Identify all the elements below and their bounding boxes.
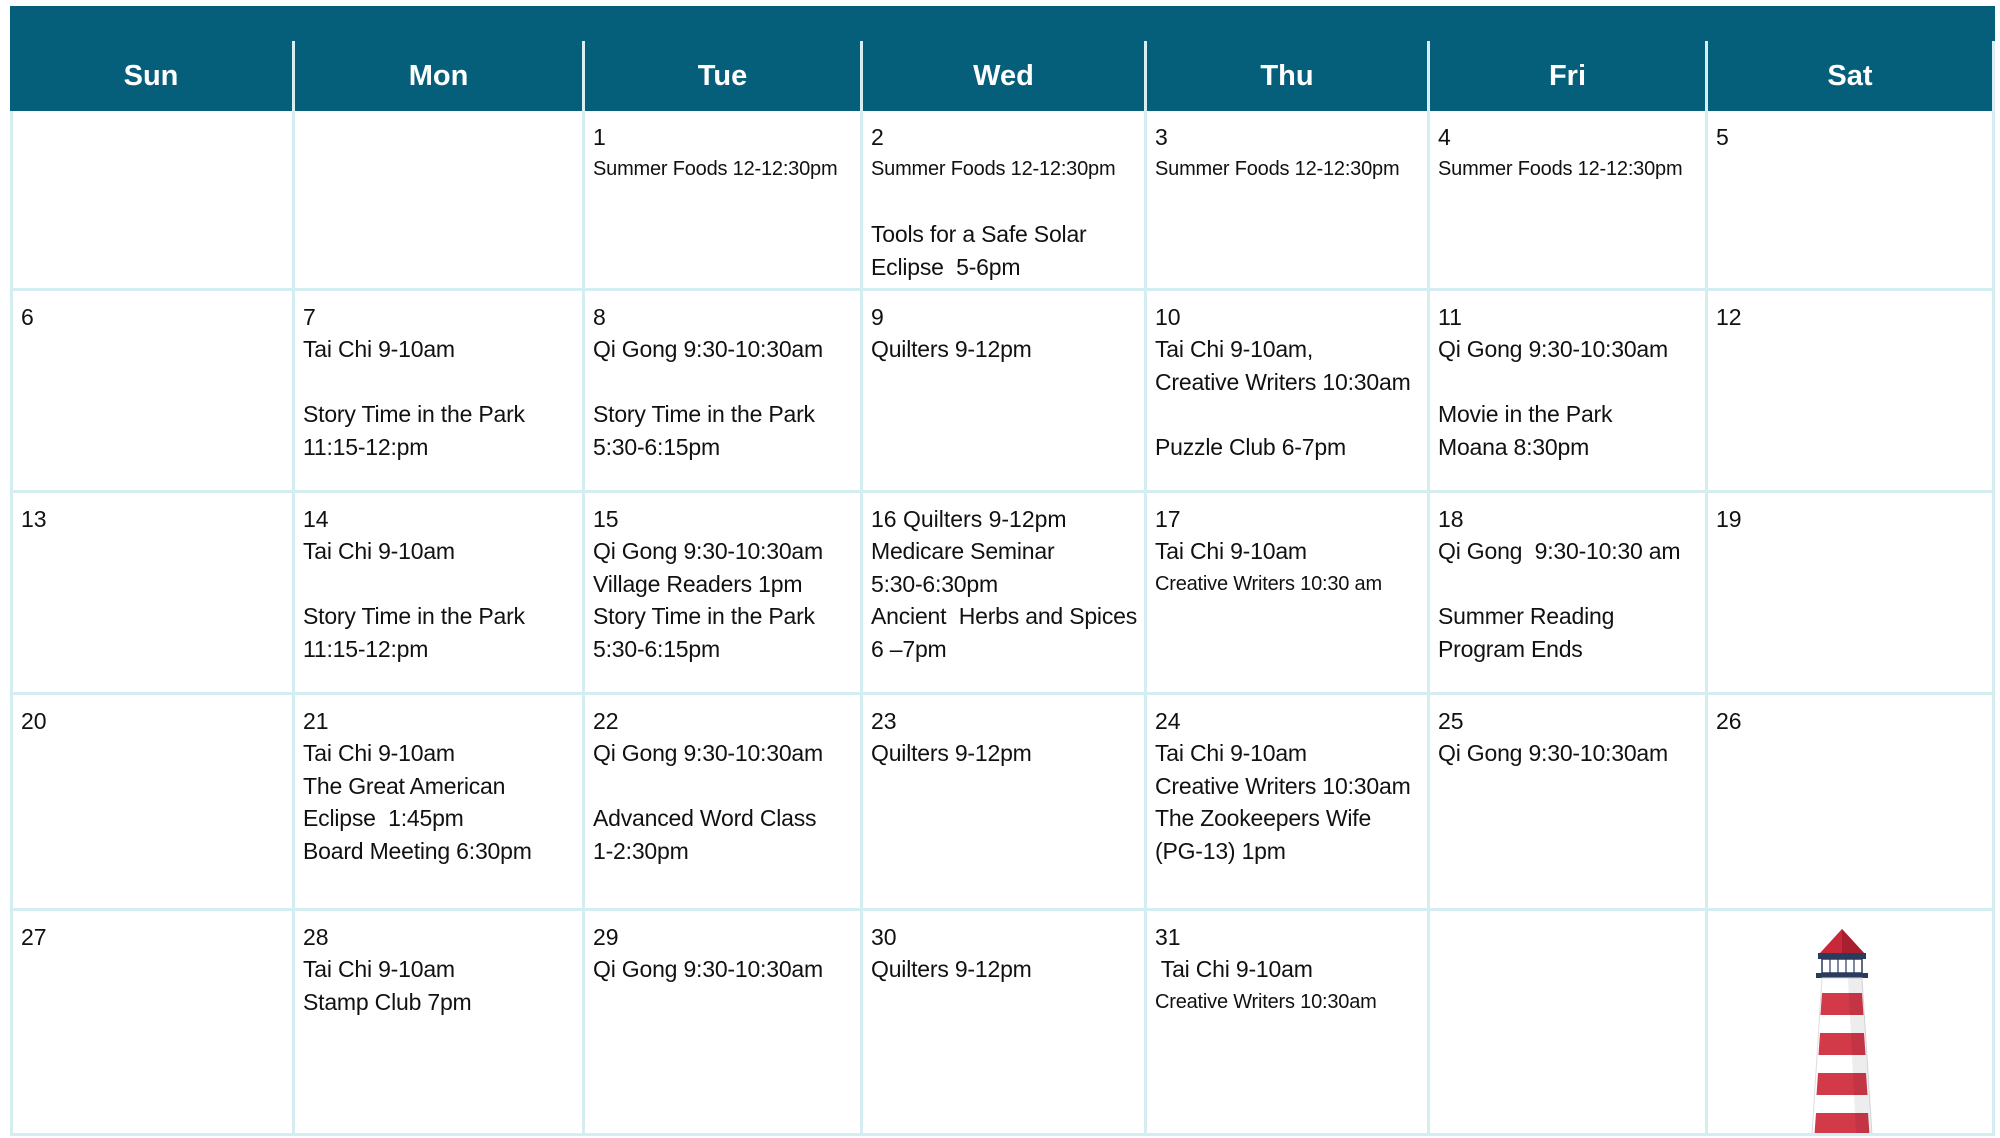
event-spacer bbox=[1438, 568, 1697, 601]
day-number bbox=[21, 121, 284, 153]
day-cell[interactable] bbox=[1147, 291, 1430, 493]
day-number bbox=[303, 121, 574, 153]
day-number: 16 Quilters 9-12pm bbox=[871, 506, 1067, 532]
event-entry[interactable]: Summer Reading bbox=[1438, 603, 1615, 629]
event-spacer bbox=[303, 568, 574, 601]
day-cell[interactable] bbox=[295, 695, 585, 911]
event-entry[interactable]: Program Ends bbox=[1438, 635, 1583, 662]
day-number: 6 bbox=[21, 304, 34, 330]
event-entry[interactable]: Story Time in the Park bbox=[593, 401, 815, 427]
day-number: 11 bbox=[1438, 304, 1462, 330]
day-cell[interactable] bbox=[1708, 111, 1995, 291]
event-entry[interactable]: Qi Gong 9:30-10:30am bbox=[593, 336, 823, 362]
event-entry[interactable]: Qi Gong 9:30-10:30am bbox=[593, 538, 823, 564]
day-cell[interactable] bbox=[585, 911, 863, 1136]
day-cell[interactable] bbox=[1708, 695, 1995, 911]
event-entry[interactable]: (PG-13) 1pm bbox=[1155, 837, 1286, 864]
day-cell[interactable] bbox=[1430, 911, 1708, 1136]
day-cell[interactable] bbox=[863, 493, 1147, 695]
day-cell[interactable] bbox=[863, 695, 1147, 911]
event-entry[interactable]: Qi Gong 9:30-10:30am bbox=[1438, 336, 1668, 362]
day-number: 9 bbox=[871, 304, 884, 330]
event-entry[interactable]: Board Meeting 6:30pm bbox=[303, 837, 532, 864]
day-number: 7 bbox=[303, 304, 316, 330]
day-number: 17 bbox=[1155, 506, 1181, 532]
event-entry[interactable]: Story Time in the Park bbox=[593, 603, 815, 629]
day-cell[interactable] bbox=[585, 111, 863, 291]
day-cell[interactable] bbox=[585, 291, 863, 493]
event-entry[interactable]: Qi Gong 9:30-10:30 am bbox=[1438, 538, 1681, 564]
day-cell[interactable] bbox=[295, 493, 585, 695]
day-number: 29 bbox=[593, 924, 619, 950]
day-cell[interactable] bbox=[1147, 493, 1430, 695]
day-number: 25 bbox=[1438, 708, 1464, 734]
event-entry[interactable]: Quilters 9-12pm bbox=[871, 740, 1032, 766]
day-cell[interactable] bbox=[1708, 911, 1995, 1136]
lighthouse-icon bbox=[1808, 929, 1876, 1134]
event-entry[interactable]: 5:30-6:15pm bbox=[593, 433, 720, 460]
event-spacer bbox=[593, 366, 852, 399]
day-number: 28 bbox=[303, 924, 329, 950]
event-entry[interactable]: Tai Chi 9-10am bbox=[303, 740, 455, 766]
event-entry[interactable]: Summer Foods 12-12:30pm bbox=[1155, 158, 1400, 180]
day-number: 23 bbox=[871, 708, 897, 734]
event-entry[interactable]: Puzzle Club 6-7pm bbox=[1155, 433, 1346, 460]
event-entry[interactable]: Village Readers 1pm bbox=[593, 570, 803, 597]
event-entry[interactable]: Stamp Club 7pm bbox=[303, 988, 472, 1015]
event-entry[interactable]: 5:30-6:30pm bbox=[871, 570, 998, 597]
day-cell[interactable] bbox=[1430, 493, 1708, 695]
day-cell[interactable] bbox=[585, 493, 863, 695]
weekday-header-sat: Sat bbox=[1708, 41, 1995, 111]
day-number: 19 bbox=[1716, 506, 1742, 532]
event-entry[interactable]: Tai Chi 9-10am bbox=[303, 336, 455, 362]
event-entry[interactable]: Movie in the Park bbox=[1438, 401, 1613, 427]
event-entry[interactable]: Qi Gong 9:30-10:30am bbox=[593, 956, 823, 982]
event-entry[interactable]: Quilters 9-12pm bbox=[871, 336, 1032, 362]
day-number: 10 bbox=[1155, 304, 1181, 330]
event-entry[interactable]: Story Time in the Park bbox=[303, 401, 525, 427]
event-entry[interactable]: Moana 8:30pm bbox=[1438, 433, 1590, 460]
day-cell[interactable] bbox=[1708, 493, 1995, 695]
day-number: 4 bbox=[1438, 124, 1451, 150]
event-entry[interactable]: Tai Chi 9-10am bbox=[1155, 740, 1307, 766]
day-number: 22 bbox=[593, 708, 619, 734]
weekday-header-wed: Wed bbox=[863, 41, 1147, 111]
event-entry[interactable]: Creative Writers 10:30am bbox=[1155, 368, 1411, 395]
event-entry[interactable]: Tai Chi 9-10am bbox=[1155, 956, 1313, 982]
event-entry[interactable]: Creative Writers 10:30am bbox=[1155, 772, 1411, 799]
day-cell[interactable] bbox=[1147, 695, 1430, 911]
day-cell[interactable] bbox=[863, 111, 1147, 291]
day-cell[interactable] bbox=[1430, 695, 1708, 911]
event-entry[interactable]: Medicare Seminar bbox=[871, 538, 1055, 564]
day-cell[interactable] bbox=[585, 695, 863, 911]
day-number: 13 bbox=[21, 506, 47, 532]
event-entry[interactable]: Eclipse 5-6pm bbox=[871, 253, 1021, 280]
day-cell[interactable] bbox=[10, 111, 295, 291]
event-entry[interactable]: Summer Foods 12-12:30pm bbox=[1438, 158, 1683, 180]
event-entry[interactable]: Quilters 9-12pm bbox=[871, 956, 1032, 982]
day-number: 24 bbox=[1155, 708, 1181, 734]
event-entry[interactable]: Eclipse 1:45pm bbox=[303, 805, 464, 831]
day-number: 2 bbox=[871, 124, 884, 150]
day-cell[interactable] bbox=[863, 911, 1147, 1136]
event-entry[interactable]: Advanced Word Class bbox=[593, 805, 817, 831]
event-entry[interactable]: The Great American bbox=[303, 772, 506, 799]
day-cell[interactable] bbox=[1430, 291, 1708, 493]
event-spacer bbox=[1438, 366, 1697, 399]
event-spacer bbox=[1155, 398, 1419, 431]
day-number: 27 bbox=[21, 924, 47, 950]
day-cell[interactable] bbox=[1708, 291, 1995, 493]
day-number: 5 bbox=[1716, 124, 1729, 150]
event-entry[interactable]: 6 –7pm bbox=[871, 635, 947, 662]
event-entry[interactable]: Qi Gong 9:30-10:30am bbox=[1438, 740, 1668, 766]
event-entry[interactable]: Summer Foods 12-12:30pm bbox=[871, 158, 1116, 180]
weekday-header-mon: Mon bbox=[295, 41, 585, 111]
day-cell[interactable] bbox=[1430, 111, 1708, 291]
event-entry[interactable]: Ancient Herbs and Spices bbox=[871, 603, 1138, 629]
weekday-header-thu: Thu bbox=[1147, 41, 1430, 111]
day-cell[interactable] bbox=[10, 493, 295, 695]
calendar-title-bar bbox=[10, 6, 1995, 41]
day-number: 12 bbox=[1716, 304, 1742, 330]
day-cell[interactable] bbox=[10, 911, 295, 1136]
day-number: 26 bbox=[1716, 708, 1742, 734]
day-number: 21 bbox=[303, 708, 329, 734]
event-entry[interactable]: 11:15-12:pm bbox=[303, 635, 429, 662]
calendar-grid bbox=[10, 41, 1995, 1136]
day-cell[interactable] bbox=[295, 291, 585, 493]
event-entry[interactable]: 11:15-12:pm bbox=[303, 433, 429, 460]
weekday-header-fri: Fri bbox=[1430, 41, 1708, 111]
day-cell[interactable] bbox=[295, 111, 585, 291]
event-entry[interactable]: Tai Chi 9-10am bbox=[303, 538, 455, 564]
event-entry[interactable]: Tools for a Safe Solar bbox=[871, 221, 1087, 247]
day-number: 30 bbox=[871, 924, 897, 950]
event-entry[interactable]: 1-2:30pm bbox=[593, 837, 689, 864]
day-cell[interactable] bbox=[10, 291, 295, 493]
day-cell[interactable] bbox=[1147, 111, 1430, 291]
day-number: 8 bbox=[593, 304, 606, 330]
event-entry[interactable]: Creative Writers 10:30 am bbox=[1155, 572, 1382, 595]
day-number bbox=[1438, 921, 1697, 953]
event-entry[interactable]: Tai Chi 9-10am, bbox=[1155, 336, 1314, 362]
day-number: 20 bbox=[21, 708, 47, 734]
event-entry[interactable]: Tai Chi 9-10am bbox=[303, 956, 455, 982]
day-cell[interactable] bbox=[10, 695, 295, 911]
day-cell[interactable] bbox=[863, 291, 1147, 493]
day-number: 31 bbox=[1155, 924, 1181, 950]
event-entry[interactable]: The Zookeepers Wife bbox=[1155, 805, 1372, 831]
event-entry[interactable]: Creative Writers 10:30am bbox=[1155, 990, 1377, 1013]
day-number: 1 bbox=[593, 124, 606, 150]
event-entry[interactable]: Summer Foods 12-12:30pm bbox=[593, 158, 838, 180]
day-number: 15 bbox=[593, 506, 619, 532]
event-spacer bbox=[593, 770, 852, 803]
day-number: 14 bbox=[303, 506, 329, 532]
weekday-header-tue: Tue bbox=[585, 41, 863, 111]
event-entry[interactable]: Tai Chi 9-10am bbox=[1155, 538, 1307, 564]
event-entry[interactable]: 5:30-6:15pm bbox=[593, 635, 720, 662]
day-cell[interactable] bbox=[1147, 911, 1430, 1136]
event-spacer bbox=[871, 186, 1136, 219]
event-spacer bbox=[303, 366, 574, 399]
event-entry[interactable]: Story Time in the Park bbox=[303, 603, 525, 629]
day-number: 18 bbox=[1438, 506, 1464, 532]
event-entry[interactable]: Qi Gong 9:30-10:30am bbox=[593, 740, 823, 766]
day-cell[interactable] bbox=[295, 911, 585, 1136]
weekday-header-sun: Sun bbox=[10, 41, 295, 111]
day-number: 3 bbox=[1155, 124, 1168, 150]
